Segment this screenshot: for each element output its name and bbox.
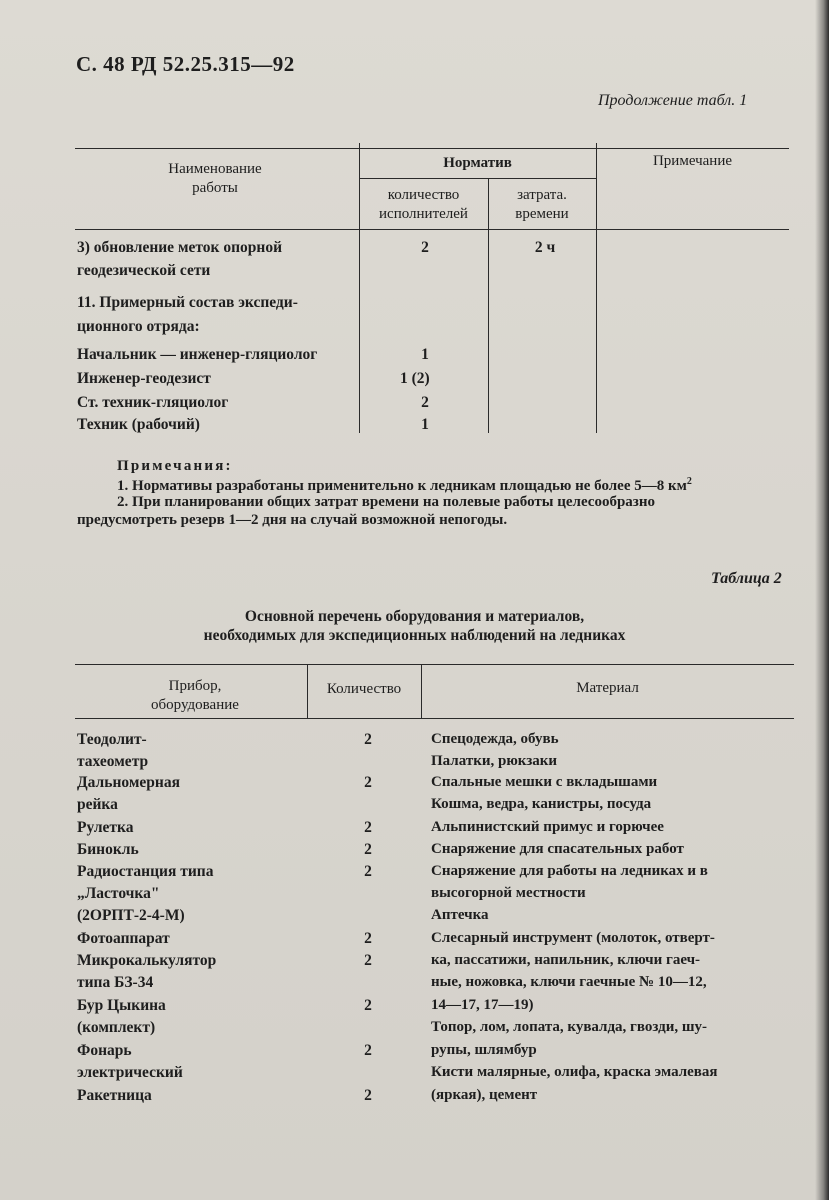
page-edge-shadow — [815, 0, 829, 1200]
t2-material: Слесарный инструмент (молоток, отверт- — [431, 930, 715, 946]
t2-device: (2ОРПТ-2-4-М) — [77, 907, 185, 924]
t2-device: Ракетница — [77, 1087, 152, 1104]
t2-material: Снаряжение для спасательных работ — [431, 841, 684, 857]
t2-device: Фотоаппарат — [77, 930, 170, 947]
t1-row-text: 11. Примерный состав экспеди- — [77, 294, 298, 311]
t2-material: (яркая), цемент — [431, 1087, 538, 1103]
t1-row-count: 2 — [421, 239, 429, 256]
t1-header-performers: количество исполнителей — [379, 187, 468, 222]
t2-quantity: 2 — [364, 841, 372, 858]
t1-row-count: 1 — [421, 346, 429, 363]
t1-row-time: 2 ч — [534, 239, 556, 256]
t2-device: Рулетка — [77, 819, 134, 836]
t2-material: Кошма, ведра, канистры, посуда — [431, 796, 652, 812]
t1-row-count: 1 (2) — [400, 370, 430, 387]
t1-header-norm: Норматив — [443, 155, 512, 171]
t1-row-text: геодезической сети — [77, 262, 211, 279]
t2-quantity: 2 — [364, 863, 372, 880]
t2-material: рупы, шлямбур — [431, 1042, 537, 1058]
t2-quantity: 2 — [364, 997, 372, 1014]
t2-material: Снаряжение для работы на ледниках и в — [431, 863, 708, 879]
note-1: 1. Нормативы разработаны применительно к ледникам площадью не более 5—8 $км^2$ — [117, 476, 692, 494]
t2-device: Теодолит- — [77, 731, 147, 748]
t2-quantity: 2 — [364, 1087, 372, 1104]
table2-title-line-2: необходимых для экспедиционных наблюдений на ледниках — [203, 627, 626, 644]
t2-device: Дальномерная — [77, 774, 180, 791]
t1-row-count: 1 — [421, 416, 429, 433]
t2-material: Альпинистский примус и горючее — [431, 819, 664, 835]
t2-material: Кисти малярные, олифа, краска эмалевая — [431, 1064, 718, 1080]
table2-label: Таблица 2 — [711, 570, 782, 587]
t2-material: Спальные мешки с вкладышами — [431, 774, 658, 790]
t2-header-device: Прибор, оборудование — [151, 678, 239, 713]
page-header: С. 48 РД 52.25.315—92 — [76, 52, 295, 76]
t2-device: Бур Цыкина — [77, 997, 166, 1014]
t1-header-work-name: Наименование работы — [168, 161, 262, 196]
t2-material: Аптечка — [431, 907, 489, 923]
t1-header-note: Примечание — [652, 153, 733, 169]
t1-row-count: 2 — [421, 394, 429, 411]
t1-row-text: Ст. техник-гляциолог — [77, 394, 229, 411]
table2-title-line-1: Основной перечень оборудования и материалов, — [244, 608, 585, 625]
t2-header-quantity: Количество — [326, 681, 402, 697]
t2-device: Радиостанция типа — [77, 863, 214, 880]
t2-quantity: 2 — [364, 731, 372, 748]
t1-row-text: Техник (рабочий) — [77, 416, 200, 433]
t2-quantity: 2 — [364, 1042, 372, 1059]
t2-device: „Ласточка" — [77, 885, 160, 902]
t2-device: тахеометр — [77, 753, 149, 770]
t2-material: Топор, лом, лопата, кувалда, гвозди, шу- — [431, 1019, 708, 1035]
t2-quantity: 2 — [364, 952, 372, 969]
t1-header-time: затрата. времени — [515, 187, 569, 222]
t2-quantity: 2 — [364, 774, 372, 791]
t2-material: 14—17, 17—19) — [431, 997, 534, 1013]
table-continuation-label: Продолжение табл. 1 — [598, 92, 748, 109]
t2-device: Бинокль — [77, 841, 139, 858]
t1-row-text: ционного отряда: — [77, 318, 200, 335]
t2-material: ные, ножовка, ключи гаечные № 10—12, — [431, 974, 707, 990]
t2-device: электрический — [77, 1064, 183, 1081]
note-2-line-2: предусмотреть резерв 1—2 дня на случай возможной непогоды. — [77, 512, 508, 528]
t1-row-text: Инженер-геодезист — [77, 370, 211, 387]
notes-title: Примечания: — [117, 458, 233, 474]
t2-device: Фонарь — [77, 1042, 132, 1059]
t2-material: Спецодежда, обувь — [431, 731, 559, 747]
t2-quantity: 2 — [364, 819, 372, 836]
t2-header-material: Материал — [576, 680, 639, 696]
t2-material: высогорной местности — [431, 885, 586, 901]
t1-row-text: 3) обновление меток опорной — [77, 239, 283, 256]
t2-device: типа БЗ-34 — [77, 974, 154, 991]
t2-material: Палатки, рюкзаки — [431, 753, 558, 769]
t2-device: Микрокалькулятор — [77, 952, 217, 969]
t2-material: ка, пассатижи, напильник, ключи гаеч- — [431, 952, 701, 968]
t2-device: рейка — [77, 796, 118, 813]
t2-device: (комплект) — [77, 1019, 156, 1036]
t2-quantity: 2 — [364, 930, 372, 947]
note-2-line-1: 2. При планировании общих затрат времени на полевые работы целесообразно — [117, 494, 655, 510]
t1-row-text: Начальник — инженер-гляциолог — [77, 346, 318, 363]
